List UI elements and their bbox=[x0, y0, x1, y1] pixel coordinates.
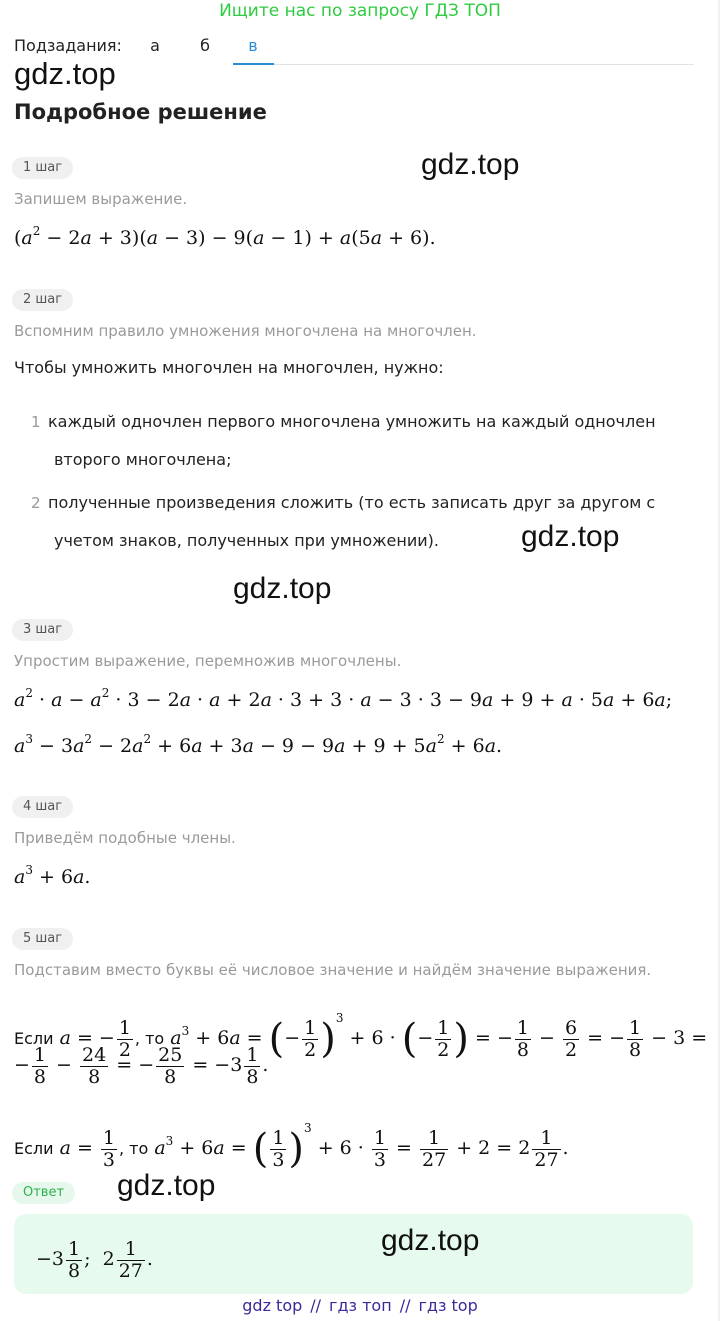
page-title: Подробное решение bbox=[14, 100, 267, 124]
step-badge-3: 3 шаг bbox=[12, 619, 73, 641]
promo-banner: Ищите нас по запросу ГДЗ ТОП bbox=[219, 1, 501, 21]
tab-a[interactable]: а bbox=[150, 36, 160, 55]
substitution-2: Если a = $\frac{1}{3}$ , то $a^3 + 6a$ = ( $\frac{1}{3}$ )$^3$ + 6 · $\frac{1}{3}$ = $\frac{1}{27}$ + 2 = 2 $\frac{1}{27}$ . bbox=[14, 1121, 569, 1172]
step-hint-4: Приведём подобные члены. bbox=[14, 829, 236, 847]
watermark: gdz.top bbox=[381, 1224, 480, 1257]
expression-initial: $(a^2 - 2a + 3)(a - 3) - 9(a - 1) + a(5a + 6)$. bbox=[14, 224, 436, 249]
step-hint-2: Вспомним правило умножения многочлена на многочлен. bbox=[14, 322, 477, 340]
watermark: gdz.top bbox=[117, 1169, 216, 1202]
step-hint-3: Упростим выражение, перемножив многочлены. bbox=[14, 652, 402, 670]
footer-link[interactable]: gdz top bbox=[242, 1296, 303, 1315]
substitution-1: Если a = − $\frac{1}{2}$ , то $a^3 + 6a$ = (− $\frac{1}{2}$ )$^3$ + 6 · (− $\frac{1}{2}$ ) = − $\frac{1}{8}$ − $\frac{6}{2}$ = − $\frac{1}{8}$ − 3 = bbox=[14, 1011, 708, 1062]
step-badge-5: 5 шаг bbox=[12, 928, 73, 950]
list-number: 1 bbox=[31, 413, 41, 431]
step-badge-4: 4 шаг bbox=[12, 796, 73, 818]
footer-link[interactable]: гдз топ bbox=[329, 1296, 392, 1315]
tab-b[interactable]: б bbox=[200, 36, 210, 55]
tabs-divider bbox=[274, 64, 694, 65]
active-tab-indicator bbox=[233, 63, 274, 65]
step-badge-1: 1 шаг bbox=[12, 157, 73, 179]
watermark: gdz.top bbox=[421, 148, 520, 181]
rule-intro: Чтобы умножить многочлен на многочлен, нужно: bbox=[14, 358, 444, 377]
list-item-1: каждый одночлен первого многочлена умножить на каждый одночлен второго многочлена; bbox=[48, 412, 656, 469]
footer-link[interactable]: гдз top bbox=[418, 1296, 478, 1315]
list-number: 2 bbox=[31, 494, 41, 512]
watermark: gdz.top bbox=[233, 572, 332, 605]
answer-value: −3 $\frac{1}{8}$ ; 2 $\frac{1}{27}$ . bbox=[36, 1237, 153, 1282]
step-hint-1: Запишем выражение. bbox=[14, 190, 188, 208]
watermark: gdz.top bbox=[14, 56, 116, 91]
footer-links: gdz top // гдз топ // гдз top bbox=[242, 1296, 478, 1315]
expression-multiplied: $a^3 - 3a^2 - 2a^2 + 6a + 3a - 9 - 9a + 9 + 5a^2 + 6a$. bbox=[14, 732, 503, 757]
list-item-2: полученные произведения сложить (то есть записать друг за другом с учетом знаков, полученных при умножении). bbox=[48, 493, 656, 550]
subtasks-label: Подзадания: bbox=[14, 36, 122, 55]
step-hint-5: Подставим вместо буквы её числовое значение и найдём значение выражения. bbox=[14, 961, 652, 979]
substitution-1-cont: − $\frac{1}{8}$ − $\frac{24}{8}$ = − $\frac{25}{8}$ = −3 $\frac{1}{8}$ . bbox=[14, 1043, 269, 1088]
answer-badge: Ответ bbox=[12, 1182, 75, 1204]
tab-v[interactable]: в bbox=[248, 36, 258, 55]
expression-expanded: $a^2 \cdot a - a^2 \cdot 3 - 2a \cdot a + 2a \cdot 3 + 3 \cdot a - 3 \cdot 3 - 9a + 9 + a \cdot 5a + 6a$; bbox=[14, 686, 673, 711]
expression-simplified: $a^3 + 6a$. bbox=[14, 863, 91, 888]
watermark: gdz.top bbox=[521, 520, 620, 553]
step-badge-2: 2 шаг bbox=[12, 289, 73, 311]
